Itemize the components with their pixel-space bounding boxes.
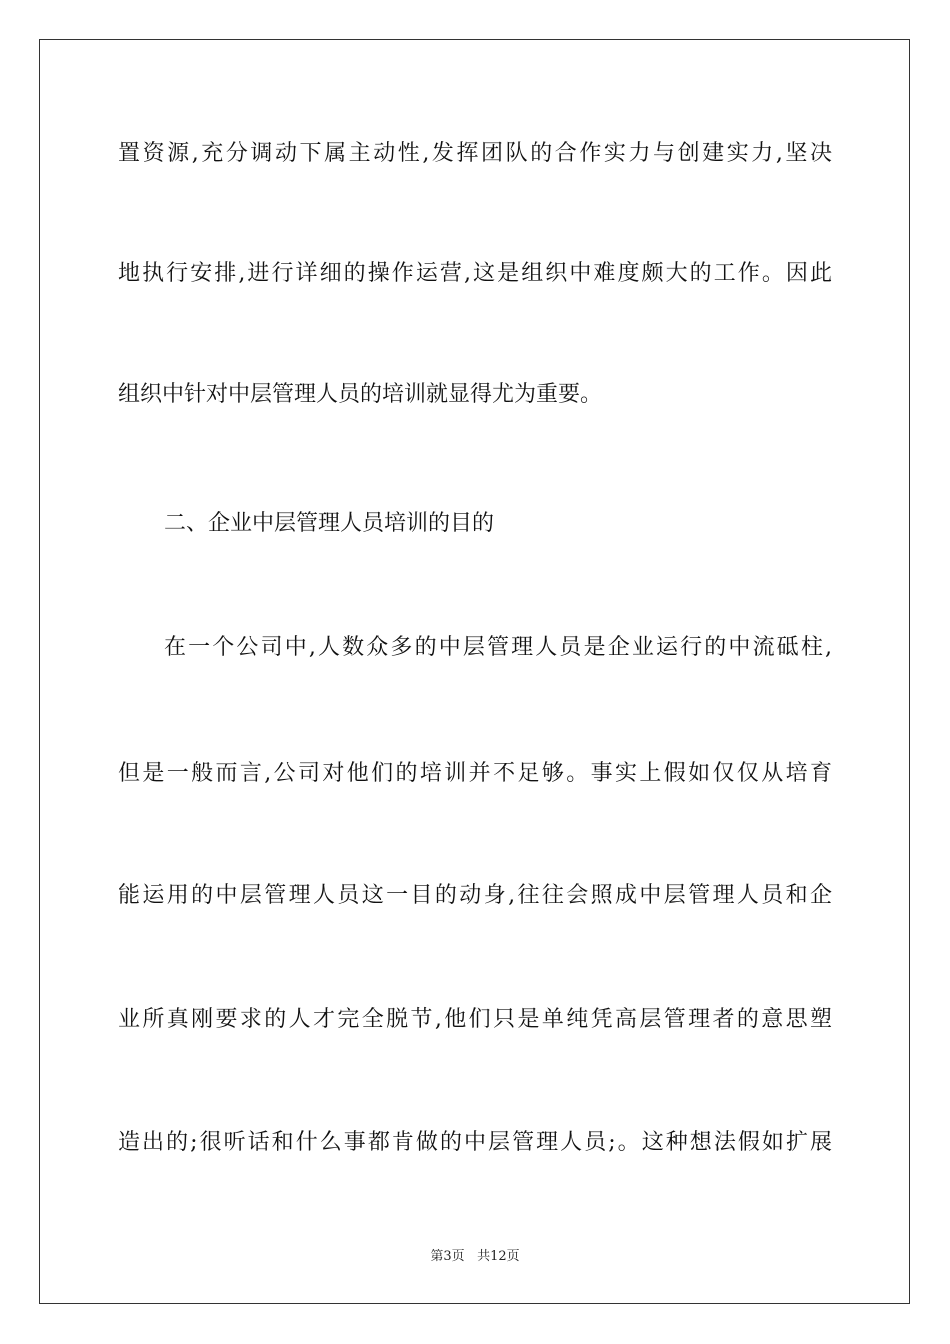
page-footer — [0, 1249, 950, 1265]
body-text-line: 但是一般而言,公司对他们的培训并不足够。事实上假如仅仅从培育 — [118, 761, 832, 786]
body-text-line: 能运用的中层管理人员这一目的动身,往往会照成中层管理人员和企 — [118, 883, 832, 908]
body-text-line: 地执行安排,进行详细的操作运营,这是组织中难度颇大的工作。因此 — [118, 261, 832, 286]
body-text-line: 组织中针对中层管理人员的培训就显得尤为重要。 — [118, 382, 603, 407]
body-text-line: 置资源,充分调动下属主动性,发挥团队的合作实力与创建实力,坚决 — [118, 141, 832, 166]
page-number: 第3页 — [430, 1249, 465, 1264]
page-border — [39, 39, 910, 1304]
body-text-line: 造出的;很听话和什么事都肯做的中层管理人员;。这种想法假如扩展 — [118, 1130, 832, 1155]
section-heading: 二、企业中层管理人员培训的目的 — [164, 511, 495, 536]
body-text-line: 业所真刚要求的人才完全脱节,他们只是单纯凭高层管理者的意思塑 — [118, 1007, 832, 1032]
page-total: 共12页 — [477, 1249, 520, 1264]
paragraph-first-line: 在一个公司中,人数众多的中层管理人员是企业运行的中流砥柱, — [164, 635, 832, 660]
